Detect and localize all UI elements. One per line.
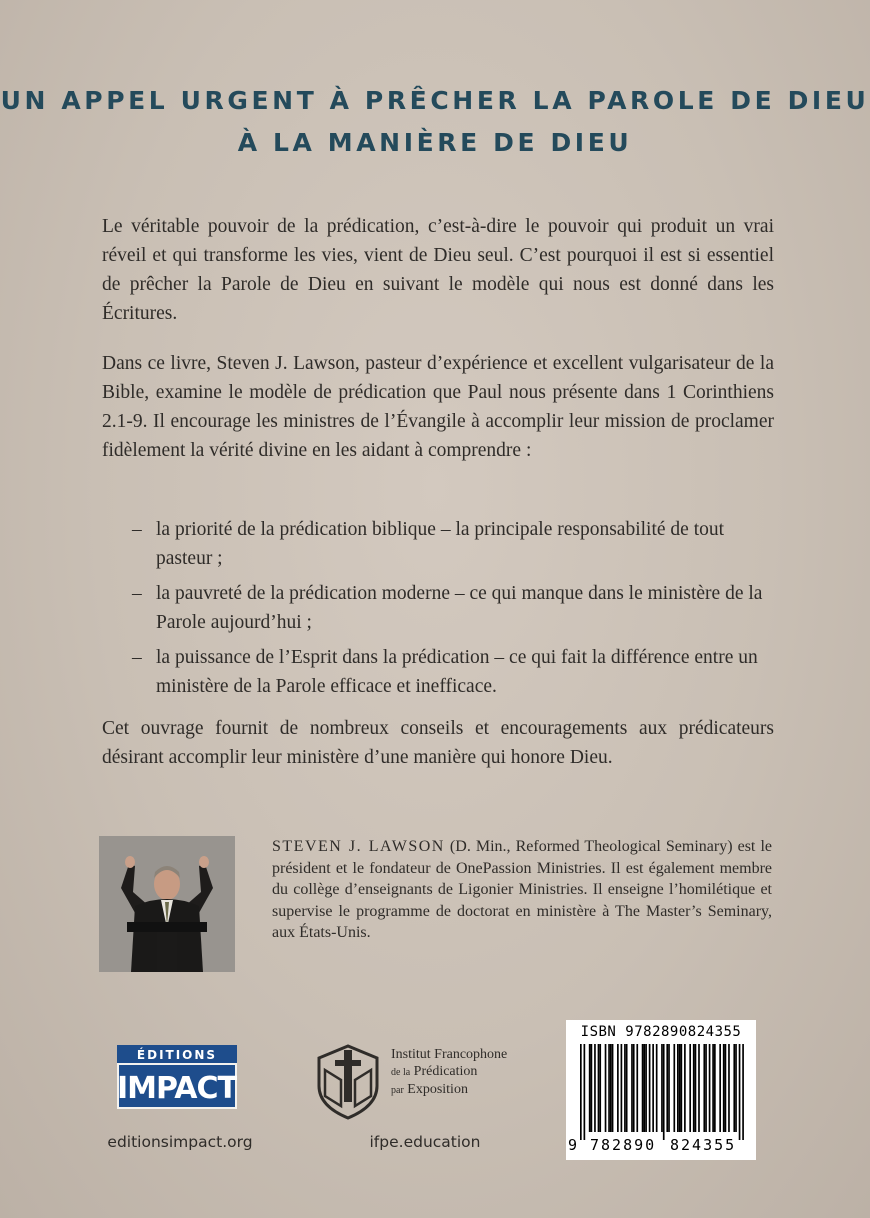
barcode-bar xyxy=(714,1044,716,1132)
dash-marker: – xyxy=(132,647,142,668)
logo-text-editions: ÉDITIONS xyxy=(136,1048,218,1062)
barcode-bar xyxy=(656,1044,658,1132)
barcode-bar xyxy=(689,1044,691,1132)
barcode-bar xyxy=(666,1044,668,1132)
ifpe-line-3-main: Exposition xyxy=(407,1082,468,1097)
barcode-bar xyxy=(695,1044,697,1132)
author-name: STEVEN J. LAWSON xyxy=(272,838,445,855)
barcode-bar xyxy=(636,1044,638,1132)
headline-line-1: UN APPEL URGENT À PRÊCHER LA PAROLE DE DIEU xyxy=(0,86,870,115)
barcode-bar xyxy=(719,1044,721,1132)
closing-paragraph: Cet ouvrage fournit de nombreux conseils et encouragements aux prédicateurs désirant accomplir leur ministère d’une manière qui honore Dieu. xyxy=(102,718,774,768)
barcode-bar xyxy=(652,1044,654,1132)
isbn-label: ISBN 9782890824355 xyxy=(580,1024,742,1040)
barcode-bar xyxy=(580,1044,582,1140)
barcode-bar xyxy=(598,1044,600,1132)
barcode-bar xyxy=(608,1044,610,1132)
barcode-bar xyxy=(684,1044,686,1132)
barcode-bar xyxy=(605,1044,607,1132)
barcode-bar xyxy=(742,1044,744,1140)
ifpe-line-2-main: Prédication xyxy=(413,1064,478,1079)
publisher-url: editionsimpact.org xyxy=(107,1133,253,1151)
description-paragraph: Dans ce livre, Steven J. Lawson, pasteur d’expérience et excellent vulgarisateur de la Bible, examine le modèle de prédication que Paul nous présente dans 1 Corinthiens 2.1-9. Il encourage les ministres de l’Évangile à accomplir leur mission de proclamer fidèlement la vérité divine en les aidant à comprendre : xyxy=(102,353,774,461)
barcode-bar xyxy=(703,1044,705,1132)
barcode-bar xyxy=(626,1044,628,1132)
barcode-bar xyxy=(617,1044,619,1132)
barcode-bar xyxy=(739,1044,741,1140)
barcode-bar xyxy=(645,1044,647,1132)
logo-text-impact: IMPACT xyxy=(117,1071,237,1106)
author-bio-text: (D. Min., Reformed Theological Seminary) est le président et le fondateur de OnePassion Ministries. Il est également membre du collège d’enseignants de Ligonier Ministries. Il enseigne l’homilétique et supervise le programme de doctorat en ministère à The Master’s Seminary, aux États-Unis. xyxy=(272,838,772,941)
list-item-text: la puissance de l’Esprit dans la prédication – ce qui fait la différence entre un ministère de la Parole efficace et inefficace. xyxy=(156,647,758,697)
isbn-barcode xyxy=(566,1020,756,1160)
barcode-bar xyxy=(705,1044,707,1132)
ifpe-name xyxy=(391,1046,507,1099)
barcode-digits-left: 782890 xyxy=(590,1136,657,1154)
list-item xyxy=(102,579,774,637)
intro-paragraph: Le véritable pouvoir de la prédication, c’est-à-dire le pouvoir qui produit un vrai réveil et qui transforme les vies, vient de Dieu seul. C’est pourquoi il est si essentiel de prêcher la Parole de Dieu en suivant le modèle qui nous est donné dans les Écritures. xyxy=(102,216,774,324)
partner-url: ifpe.education xyxy=(369,1133,481,1151)
dash-marker: – xyxy=(132,583,142,604)
dash-marker: – xyxy=(132,519,142,540)
barcode-bar xyxy=(677,1044,679,1132)
barcode-bar xyxy=(679,1044,681,1132)
list-item xyxy=(102,643,774,701)
barcode-bar xyxy=(728,1044,730,1132)
barcode-bar xyxy=(589,1044,591,1132)
ifpe-line-2 xyxy=(391,1063,507,1081)
barcode-digits-right: 824355 xyxy=(670,1136,737,1154)
barcode-bar xyxy=(594,1044,596,1132)
barcode-bar xyxy=(649,1044,651,1132)
barcode-bar xyxy=(633,1044,635,1132)
headline-line-2: À LA MANIÈRE DE DIEU xyxy=(237,128,633,157)
ifpe-line-3 xyxy=(391,1081,507,1099)
barcode-bar xyxy=(610,1044,612,1132)
barcode-bar xyxy=(681,1044,683,1132)
ifpe-shield-icon xyxy=(313,1040,383,1120)
barcode-bar xyxy=(723,1044,725,1132)
barcode-bar xyxy=(631,1044,633,1132)
barcode-bar xyxy=(591,1044,593,1132)
barcode-bar xyxy=(733,1044,735,1132)
ifpe-line-2-small: de la xyxy=(391,1067,411,1078)
barcode-bar xyxy=(668,1044,670,1132)
barcode-bar xyxy=(621,1044,623,1132)
barcode-bar xyxy=(599,1044,601,1132)
barcode-bar xyxy=(584,1044,586,1140)
barcode-bar xyxy=(661,1044,663,1132)
topic-list xyxy=(102,515,774,707)
list-item-text: la pauvreté de la prédication moderne – ce qui manque dans le ministère de la Parole aujourd’hui ; xyxy=(156,583,763,633)
ifpe-line-1: Institut Francophone xyxy=(391,1047,508,1062)
barcode-bar xyxy=(735,1044,737,1132)
list-item-text: la priorité de la prédication biblique – la principale responsabilité de tout pasteur ; xyxy=(156,519,725,569)
barcode-bar xyxy=(642,1044,644,1132)
barcode-bar xyxy=(663,1044,665,1140)
barcode-bar xyxy=(673,1044,675,1132)
author-photo xyxy=(99,836,235,972)
list-item xyxy=(102,515,774,573)
barcode-bar xyxy=(693,1044,695,1132)
barcode-bar xyxy=(698,1044,700,1132)
ifpe-line-3-small: par xyxy=(391,1085,404,1096)
barcode-bars xyxy=(580,1044,744,1140)
author-bio xyxy=(272,836,772,944)
editions-impact-logo xyxy=(117,1045,237,1109)
barcode-bar xyxy=(612,1044,614,1132)
barcode-bar xyxy=(709,1044,711,1132)
barcode-bar xyxy=(624,1044,626,1132)
barcode-bar xyxy=(725,1044,727,1132)
barcode-digit-first: 9 xyxy=(568,1136,578,1154)
barcode-bar xyxy=(643,1044,645,1132)
barcode-bar xyxy=(712,1044,714,1132)
